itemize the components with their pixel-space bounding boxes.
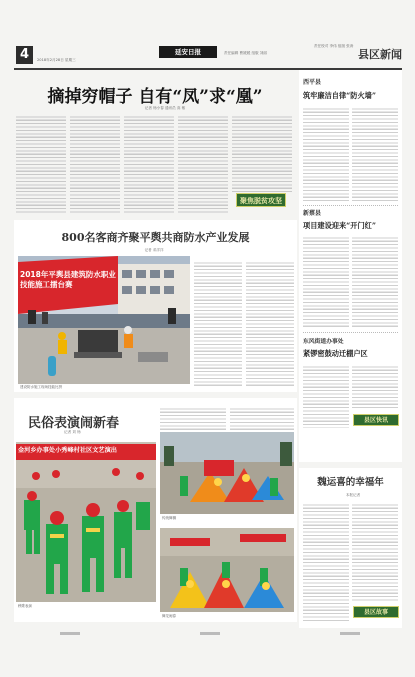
- lead-body-col-2: [70, 114, 120, 214]
- footer-ornament-mid: [200, 632, 220, 635]
- page-number: 4: [19, 47, 30, 62]
- folk-caption-3: 舞龙闹春: [162, 614, 176, 618]
- footer-ornament-left: [60, 632, 80, 635]
- folk-photo-2: [160, 432, 294, 514]
- fair-byline: 记者 邓洋洋: [144, 248, 164, 252]
- masthead-logo: [159, 46, 217, 58]
- proof-line: 责任校对 李伟 组版 张涛: [314, 44, 354, 48]
- folk-photo-2-image: [160, 432, 294, 514]
- story-panel: [299, 468, 402, 628]
- folk-caption-1: 秧歌表演: [18, 604, 32, 608]
- fair-banner-text: 2018年平舆县建筑防水职业技能施工擂台赛: [20, 270, 116, 289]
- story-stamp-text: 县区故事: [363, 609, 388, 616]
- lead-body-col-1: [16, 114, 66, 214]
- story-stamp: [353, 606, 399, 618]
- masthead-text: 延安日报: [175, 48, 201, 56]
- page-header: [14, 42, 402, 68]
- sidebar-divider-2: [303, 332, 398, 333]
- sidebar-mid-title: 项目建设迎来“开门红”: [303, 221, 376, 230]
- folk-caption-2: 传统舞狮: [162, 516, 176, 520]
- sidebar-top-kicker: 西平县: [303, 79, 322, 86]
- sidebar-top-col-1: [303, 106, 349, 202]
- sidebar-low-col-1: [303, 364, 349, 428]
- lead-byline: 记者 杨小春 通讯员 高 敏: [144, 106, 186, 110]
- story-col-2: [352, 502, 398, 602]
- fair-photo-caption: 建设防水施工现场技能比拼: [20, 385, 62, 389]
- folk-photo-1: [16, 442, 156, 602]
- sidebar-low-kicker: 东风街道办事处: [303, 339, 344, 345]
- folk-body-col-1: [160, 406, 226, 432]
- folk-panel: [14, 398, 297, 622]
- sidebar-mid-col-2: [352, 235, 398, 329]
- lead-stamp-text: 聚焦脱贫攻坚: [240, 197, 282, 205]
- fair-photo: [18, 256, 190, 384]
- folk-headline: 民俗表演闹新春: [28, 416, 120, 431]
- lead-body-col-3: [124, 114, 174, 214]
- story-headline: 魏运喜的幸福年: [317, 477, 384, 488]
- section-title: 县区新闻: [358, 48, 402, 61]
- sidebar-stamp: [353, 414, 399, 426]
- sidebar-top-title: 筑牢廉洁自律“防火墙”: [303, 91, 376, 100]
- fair-body-col-2: [246, 260, 294, 386]
- sidebar-divider-1: [303, 205, 398, 206]
- lead-headline: 摘掉穷帽子 自有“凤”求“凰”: [47, 87, 263, 107]
- sidebar-low-title: 紧锣密鼓动迁棚户区: [303, 349, 368, 358]
- sidebar-mid-col-1: [303, 235, 349, 329]
- fair-panel: [14, 220, 297, 392]
- lead-stamp: [236, 193, 286, 207]
- lead-body-col-4: [178, 114, 228, 214]
- folk-banner-text: 金河乡办事处小秀峰村社区文艺演出: [18, 447, 117, 454]
- folk-byline: 记者 刘 杨: [64, 430, 81, 434]
- sidebar-low-col-2: [352, 364, 398, 410]
- editor-line: 责任编辑 曹媛媛 组版 刘丽: [224, 51, 267, 55]
- folk-photo-3: [160, 528, 294, 612]
- page-number-badge: [16, 46, 33, 64]
- folk-photo-3-image: [160, 528, 294, 612]
- sidebar-panel: [299, 70, 402, 462]
- folk-photo-1-image: [16, 442, 156, 602]
- lead-body-col-5: [232, 114, 292, 192]
- story-col-1: [303, 502, 349, 622]
- fair-body-col-1: [194, 260, 242, 386]
- footer-ornament-right: [340, 632, 360, 635]
- date-line: 2018年2月28日 星期三: [37, 58, 76, 62]
- sidebar-top-col-2: [352, 106, 398, 202]
- fair-headline: 800名客商齐聚平舆共商防水产业发展: [61, 231, 250, 244]
- folk-body-col-2: [230, 406, 294, 432]
- story-byline: 本报记者: [345, 493, 361, 497]
- sidebar-stamp-text: 县区快讯: [363, 417, 388, 424]
- sidebar-mid-kicker: 新蔡县: [303, 210, 322, 217]
